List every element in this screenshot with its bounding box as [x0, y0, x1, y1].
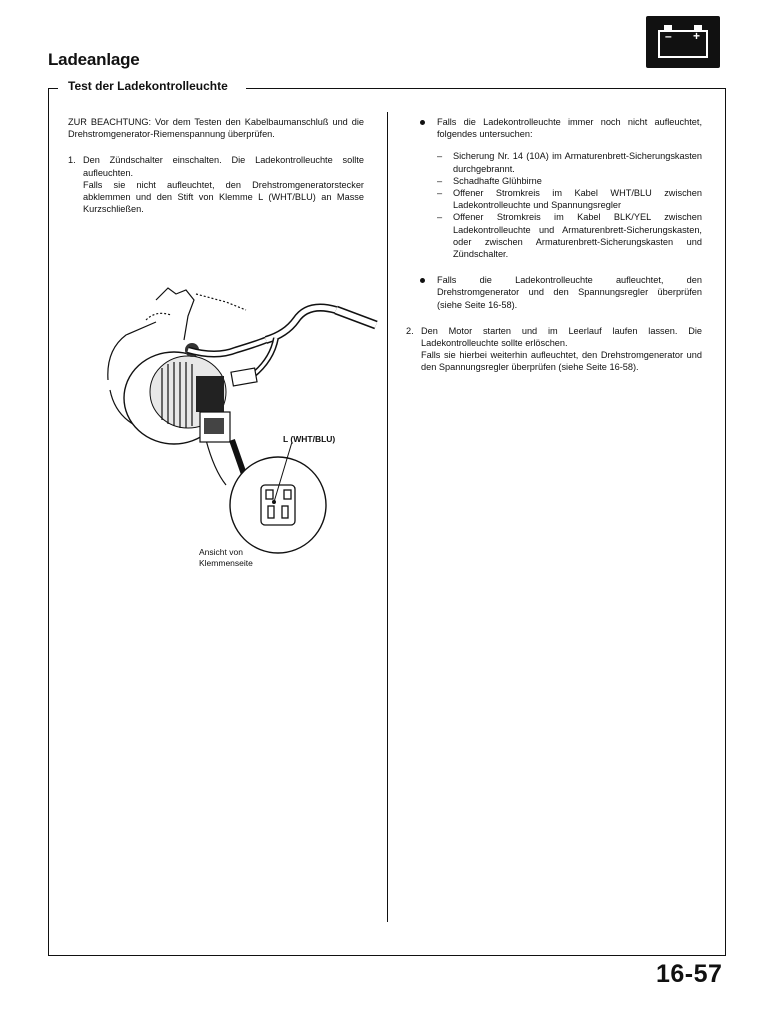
alternator-body: [124, 343, 230, 444]
bullet-text: Falls die Ladekontrolleuchte aufleuchtet, den Drehstromgenerator und den Spannungsregler überprüfen (siehe Seite 16-58).: [437, 275, 702, 310]
left-column: [68, 116, 364, 227]
step-number: 1.: [68, 155, 76, 166]
engine-outline: [146, 313, 171, 320]
step-text: Den Motor starten und im Leerlauf laufen lassen. Die Ladekontrolleuchte sollte erlöschen.: [421, 325, 702, 349]
page-number: 16-57: [656, 960, 723, 988]
caption-line: Ansicht von: [199, 547, 243, 557]
bullet-dot: [406, 116, 437, 260]
step-text: Falls sie nicht aufleuchtet, den Drehstromgeneratorstecker abklemmen und den Stift von Klemme L (WHT/BLU) an Masse Kurzschließen.: [83, 179, 364, 215]
bullet-body: [437, 116, 702, 260]
bullet-text: Falls die Ladekontrolleuchte immer noch nicht aufleuchtet, folgendes untersuchen:: [437, 117, 702, 140]
engine-outline: [206, 440, 226, 485]
step-body: [421, 325, 702, 374]
step-2: [406, 325, 702, 374]
check-list-item: – Offener Stromkreis im Kabel WHT/BLU zwischen Ladekontrolleuchte und Spannungsregler: [437, 188, 702, 211]
bullet-item: [406, 116, 702, 260]
frame-top-left-edge: [48, 88, 58, 89]
check-list-item: – Offener Stromkreis im Kabel BLK/YEL zwischen Ladekontrolleuchte und Armaturenbrett-Sicherungskasten, oder zwischen Armaturenbrett-Sicherungskasten und Zündschalter.: [437, 212, 702, 260]
terminal-l-label: L (WHT/BLU): [283, 434, 336, 444]
battery-plus-sign: +: [693, 29, 701, 43]
check-list: [437, 150, 702, 260]
connector-face: [261, 485, 295, 525]
figure-caption: [199, 547, 253, 569]
step-1: [68, 154, 364, 215]
step-number: 2.: [406, 325, 414, 336]
right-column: [406, 116, 702, 386]
engine-outline: [196, 294, 246, 310]
page-title: Ladeanlage: [48, 50, 140, 69]
step-text: Falls sie hierbei weiterhin aufleuchtet, den Drehstromgenerator und den Spannungsregler überprüfen (siehe Seite 16-58).: [421, 350, 702, 373]
bullet-item: [406, 274, 702, 311]
note-paragraph: ZUR BEACHTUNG: Vor dem Testen den Kabelbaumanschluß und die Drehstromgenerator-Riemenspannung überprüfen.: [68, 117, 364, 140]
terminal-l-pin-marker: [272, 500, 276, 504]
bullet-dot: [406, 274, 437, 311]
caption-line: Klemmenseite: [199, 558, 253, 568]
check-list-item: – Schadhafte Glühbirne: [437, 175, 542, 186]
alternator-illustration: [96, 280, 396, 580]
frame-top-right-edge: [246, 88, 726, 89]
section-title: Test der Ladekontrolleuchte: [68, 79, 228, 93]
engine-outline: [156, 288, 194, 340]
battery-icon: [646, 16, 720, 68]
check-list-item: – Sicherung Nr. 14 (10A) im Armaturenbrett-Sicherungskasten durchgebrannt.: [437, 151, 702, 174]
battery-minus-sign: –: [665, 29, 672, 43]
step-body: [83, 154, 364, 215]
bullet-body: [437, 274, 702, 311]
step-text: Den Zündschalter einschalten. Die Ladekontrolleuchte sollte aufleuchten.: [83, 155, 364, 178]
